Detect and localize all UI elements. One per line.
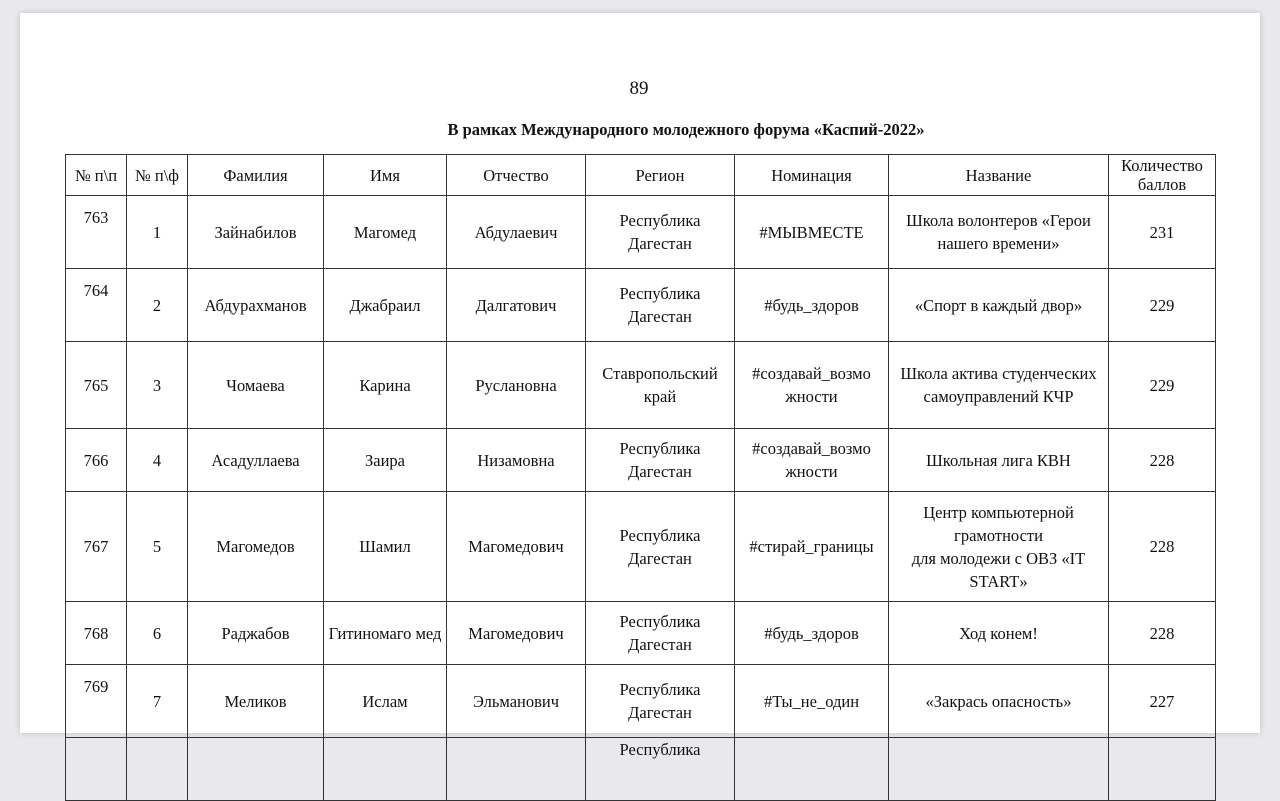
cell-score: 231 bbox=[1109, 196, 1216, 269]
header-surname: Фамилия bbox=[188, 155, 324, 196]
cell-score: 228 bbox=[1109, 602, 1216, 665]
cell-pf: 3 bbox=[127, 342, 188, 429]
header-pp: № п\п bbox=[66, 155, 127, 196]
cell-patronymic: Низамовна bbox=[447, 429, 586, 492]
cell-project bbox=[889, 492, 1109, 602]
document-title: В рамках Международного молодежного форума «Каспий-2022» bbox=[447, 120, 925, 139]
cell-patronymic: Эльманович bbox=[447, 665, 586, 738]
cell-name: Карина bbox=[324, 342, 447, 429]
table-row bbox=[66, 492, 1216, 602]
cell-pf bbox=[127, 738, 188, 801]
cell-region: Республика Дагестан bbox=[586, 602, 735, 665]
cell-pp: 763 bbox=[66, 196, 127, 269]
cell-pp: 764 bbox=[66, 269, 127, 342]
cell-surname: Абдурахманов bbox=[188, 269, 324, 342]
header-region: Регион bbox=[586, 155, 735, 196]
header-patronymic: Отчество bbox=[447, 155, 586, 196]
cell-name: Джабраил bbox=[324, 269, 447, 342]
cell-region: Республика Дагестан bbox=[586, 196, 735, 269]
header-nomination: Номинация bbox=[735, 155, 889, 196]
cell-nomination: #создавай_возмо жности bbox=[735, 342, 889, 429]
table-row bbox=[66, 429, 1216, 492]
cell-patronymic: Абдулаевич bbox=[447, 196, 586, 269]
header-pf: № п\ф bbox=[127, 155, 188, 196]
table-row bbox=[66, 738, 1216, 801]
table-row bbox=[66, 196, 1216, 269]
cell-region: Республика Дагестан bbox=[586, 492, 735, 602]
cell-name: Заира bbox=[324, 429, 447, 492]
cell-nomination: #будь_здоров bbox=[735, 602, 889, 665]
cell-pp bbox=[66, 738, 127, 801]
cell-name: Магомед bbox=[324, 196, 447, 269]
cell-project bbox=[889, 738, 1109, 801]
cell-nomination: #МЫВМЕСТЕ bbox=[735, 196, 889, 269]
cell-surname: Асадуллаева bbox=[188, 429, 324, 492]
cell-pf: 5 bbox=[127, 492, 188, 602]
cell-project: «Спорт в каждый двор» bbox=[889, 269, 1109, 342]
cell-score bbox=[1109, 738, 1216, 801]
cell-nomination: #будь_здоров bbox=[735, 269, 889, 342]
cell-surname: Раджабов bbox=[188, 602, 324, 665]
cell-nomination: #стирай_границы bbox=[735, 492, 889, 602]
cell-patronymic: Руслановна bbox=[447, 342, 586, 429]
cell-pf: 4 bbox=[127, 429, 188, 492]
cell-pp: 768 bbox=[66, 602, 127, 665]
cell-pp: 769 bbox=[66, 665, 127, 738]
cell-score: 229 bbox=[1109, 269, 1216, 342]
page-number: 89 bbox=[629, 78, 649, 99]
cell-nomination: #Ты_не_один bbox=[735, 665, 889, 738]
cell-pp: 767 bbox=[66, 492, 127, 602]
cell-region: Республика bbox=[586, 738, 735, 801]
table-row bbox=[66, 665, 1216, 738]
cell-patronymic: Магомедович bbox=[447, 492, 586, 602]
cell-pf: 6 bbox=[127, 602, 188, 665]
cell-project: Школа волонтеров «Герои нашего времени» bbox=[889, 196, 1109, 269]
cell-pp: 766 bbox=[66, 429, 127, 492]
table-row bbox=[66, 602, 1216, 665]
cell-pf: 2 bbox=[127, 269, 188, 342]
cell-pp: 765 bbox=[66, 342, 127, 429]
cell-pf: 1 bbox=[127, 196, 188, 269]
cell-patronymic: Далгатович bbox=[447, 269, 586, 342]
table-row bbox=[66, 269, 1216, 342]
header-score: Количество баллов bbox=[1109, 155, 1216, 196]
participants-table bbox=[65, 154, 1216, 801]
header-project: Название bbox=[889, 155, 1109, 196]
cell-nomination: #создавай_возмо жности bbox=[735, 429, 889, 492]
cell-surname: Меликов bbox=[188, 665, 324, 738]
cell-score: 228 bbox=[1109, 492, 1216, 602]
cell-project: Ход конем! bbox=[889, 602, 1109, 665]
cell-region: Республика Дагестан bbox=[586, 429, 735, 492]
cell-project: «Закрась опасность» bbox=[889, 665, 1109, 738]
cell-name: Шамил bbox=[324, 492, 447, 602]
cell-pf: 7 bbox=[127, 665, 188, 738]
cell-name: Гитиномаго мед bbox=[324, 602, 447, 665]
header-name: Имя bbox=[324, 155, 447, 196]
cell-surname: Зайнабилов bbox=[188, 196, 324, 269]
cell-project-line: для молодежи с ОВЗ «IT START» bbox=[911, 548, 1086, 591]
cell-surname: Чомаева bbox=[188, 342, 324, 429]
cell-surname: Магомедов bbox=[188, 492, 324, 602]
cell-patronymic bbox=[447, 738, 586, 801]
table-row bbox=[66, 342, 1216, 429]
table-header-row bbox=[66, 155, 1216, 196]
cell-region: Ставропольский край bbox=[586, 342, 735, 429]
cell-project: Школа актива студенческих самоуправлений КЧР bbox=[889, 342, 1109, 429]
cell-nomination bbox=[735, 738, 889, 801]
cell-score: 227 bbox=[1109, 665, 1216, 738]
cell-project-line: Центр компьютерной грамотности bbox=[923, 502, 1074, 545]
cell-score: 229 bbox=[1109, 342, 1216, 429]
cell-project: Школьная лига КВН bbox=[889, 429, 1109, 492]
cell-region: Республика Дагестан bbox=[586, 269, 735, 342]
cell-surname bbox=[188, 738, 324, 801]
cell-region: Республика Дагестан bbox=[586, 665, 735, 738]
cell-name bbox=[324, 738, 447, 801]
cell-name: Ислам bbox=[324, 665, 447, 738]
cell-score: 228 bbox=[1109, 429, 1216, 492]
cell-patronymic: Магомедович bbox=[447, 602, 586, 665]
